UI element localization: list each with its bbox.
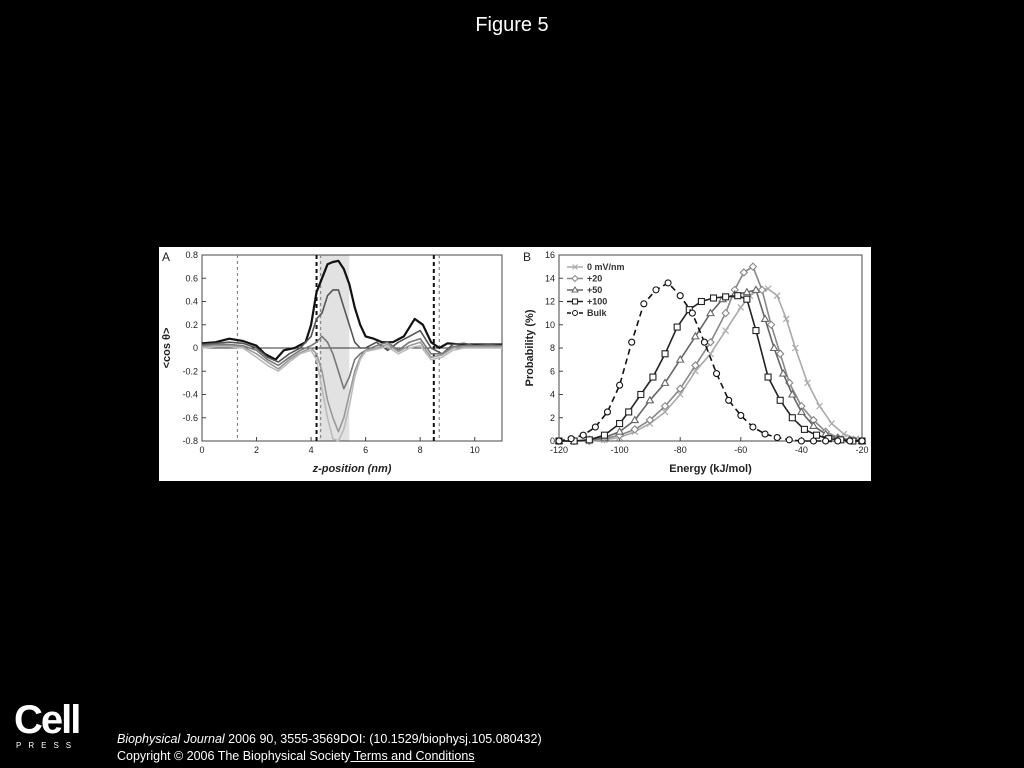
data-point: [711, 295, 717, 301]
legend-label: 0 mV/nm: [587, 262, 625, 272]
y-tick-label: 14: [544, 273, 555, 284]
data-point: [701, 339, 707, 345]
x-axis-label: Energy (kJ/mol): [669, 463, 752, 475]
data-point: [765, 374, 771, 380]
data-point: [726, 397, 732, 403]
data-point: [626, 409, 632, 415]
legend-label: +50: [587, 285, 603, 295]
legend-marker: [573, 299, 578, 304]
data-point: [801, 426, 807, 432]
panel-label: B: [523, 250, 532, 264]
data-point: [665, 280, 671, 286]
data-point: [789, 415, 795, 421]
legend-marker: [573, 311, 578, 316]
x-tick-label: -120: [549, 445, 569, 455]
cell-press-logo: [14, 700, 86, 752]
y-tick-label: 10: [544, 319, 555, 330]
data-point: [568, 436, 574, 442]
terms-link[interactable]: Terms and Conditions: [350, 749, 475, 763]
legend-label: Bulk: [587, 308, 607, 318]
data-point: [723, 328, 729, 334]
y-tick-label: 2: [549, 412, 555, 423]
y-tick-label: -0.8: [182, 436, 198, 446]
y-tick-label: 0.4: [185, 296, 198, 307]
data-point: [601, 432, 607, 438]
x-tick-label: 6: [363, 445, 369, 455]
data-point: [762, 315, 769, 321]
y-tick-label: -0.6: [182, 412, 198, 423]
logo-word: Cell: [14, 698, 80, 742]
x-tick-label: 8: [417, 445, 423, 455]
y-tick-label: 0: [192, 343, 198, 353]
y-tick-label: 12: [544, 296, 555, 307]
data-point: [771, 345, 778, 351]
y-tick-label: -0.2: [182, 366, 198, 377]
data-point: [580, 432, 586, 438]
data-point: [762, 431, 768, 437]
legend-label: +100: [587, 296, 608, 307]
y-tick-label: 8: [549, 343, 555, 353]
x-tick-label: 0: [199, 445, 205, 455]
y-tick-label: 4: [549, 389, 555, 400]
figure-title: Figure 5: [475, 14, 549, 36]
x-tick-label: 4: [308, 445, 314, 455]
data-point: [738, 304, 744, 310]
data-point: [641, 301, 647, 307]
series-line: [559, 283, 862, 441]
copyright-text: Copyright © 2006 The Biophysical Society: [117, 749, 351, 763]
figure-svg: [159, 247, 871, 481]
series-line: [202, 342, 502, 432]
data-point: [735, 293, 741, 299]
chart-panel-b: [523, 250, 869, 475]
data-point: [629, 339, 635, 345]
data-point: [753, 328, 759, 334]
data-point: [777, 397, 783, 403]
y-axis-label: <cos θ>: [161, 327, 173, 369]
data-point: [814, 432, 820, 438]
chart-legend: [567, 262, 625, 318]
x-tick-label: 2: [254, 445, 260, 455]
data-point: [638, 392, 644, 398]
data-point: [677, 293, 683, 299]
copyright-line: [117, 748, 542, 765]
y-tick-label: 6: [549, 366, 555, 377]
data-point: [798, 438, 804, 444]
y-tick-label: 16: [544, 250, 555, 260]
data-point: [617, 421, 623, 427]
citation-details: 2006 90, 3555-3569DOI: (10.1529/biophysj.105.080432): [224, 732, 542, 746]
data-point: [689, 310, 695, 316]
y-tick-label: 0.2: [185, 319, 198, 330]
chart-panel-a: [161, 250, 502, 475]
x-tick-label: -60: [734, 445, 748, 455]
data-point: [859, 438, 865, 444]
x-tick-label: 10: [469, 445, 480, 455]
data-point: [653, 287, 659, 293]
y-axis-label: Probability (%): [524, 309, 536, 387]
figure-image: [159, 247, 871, 481]
data-point: [744, 296, 750, 302]
data-point: [750, 424, 756, 430]
legend-label: +20: [587, 273, 603, 284]
data-point: [662, 351, 668, 357]
data-point: [829, 421, 835, 427]
x-tick-label: -80: [673, 445, 687, 455]
data-point: [617, 382, 623, 388]
data-point: [835, 438, 841, 444]
data-point: [723, 294, 729, 300]
logo-subtitle: PRESS: [16, 741, 79, 750]
data-point: [722, 310, 729, 317]
x-tick-label: -40: [794, 445, 808, 455]
y-tick-label: 0.8: [185, 250, 198, 260]
data-point: [823, 438, 829, 444]
journal-name: Biophysical Journal: [117, 732, 225, 746]
data-point: [698, 299, 704, 305]
legend-marker: [572, 276, 578, 282]
data-point: [604, 409, 610, 415]
series-line: [202, 346, 502, 441]
data-point: [774, 435, 780, 441]
citation-block: [117, 731, 542, 765]
panel-label: A: [162, 250, 171, 264]
data-point: [556, 438, 562, 444]
data-point: [674, 324, 680, 330]
data-point: [586, 437, 592, 443]
data-point: [811, 438, 817, 444]
x-tick-label: -100: [610, 445, 629, 455]
citation-line: [117, 731, 542, 748]
data-point: [847, 438, 853, 444]
x-axis-label: z-position (nm): [312, 463, 392, 475]
data-point: [768, 321, 775, 328]
data-point: [592, 424, 598, 430]
data-point: [650, 374, 656, 380]
y-tick-label: 0: [549, 436, 555, 446]
x-tick-label: -20: [855, 445, 869, 455]
data-point: [786, 437, 792, 443]
series-4: [202, 346, 502, 441]
data-point: [738, 412, 744, 418]
series-3: [202, 342, 502, 432]
data-point: [817, 403, 823, 409]
y-tick-label: -0.4: [182, 389, 198, 400]
y-tick-label: 0.6: [185, 273, 198, 284]
data-point: [714, 371, 720, 377]
